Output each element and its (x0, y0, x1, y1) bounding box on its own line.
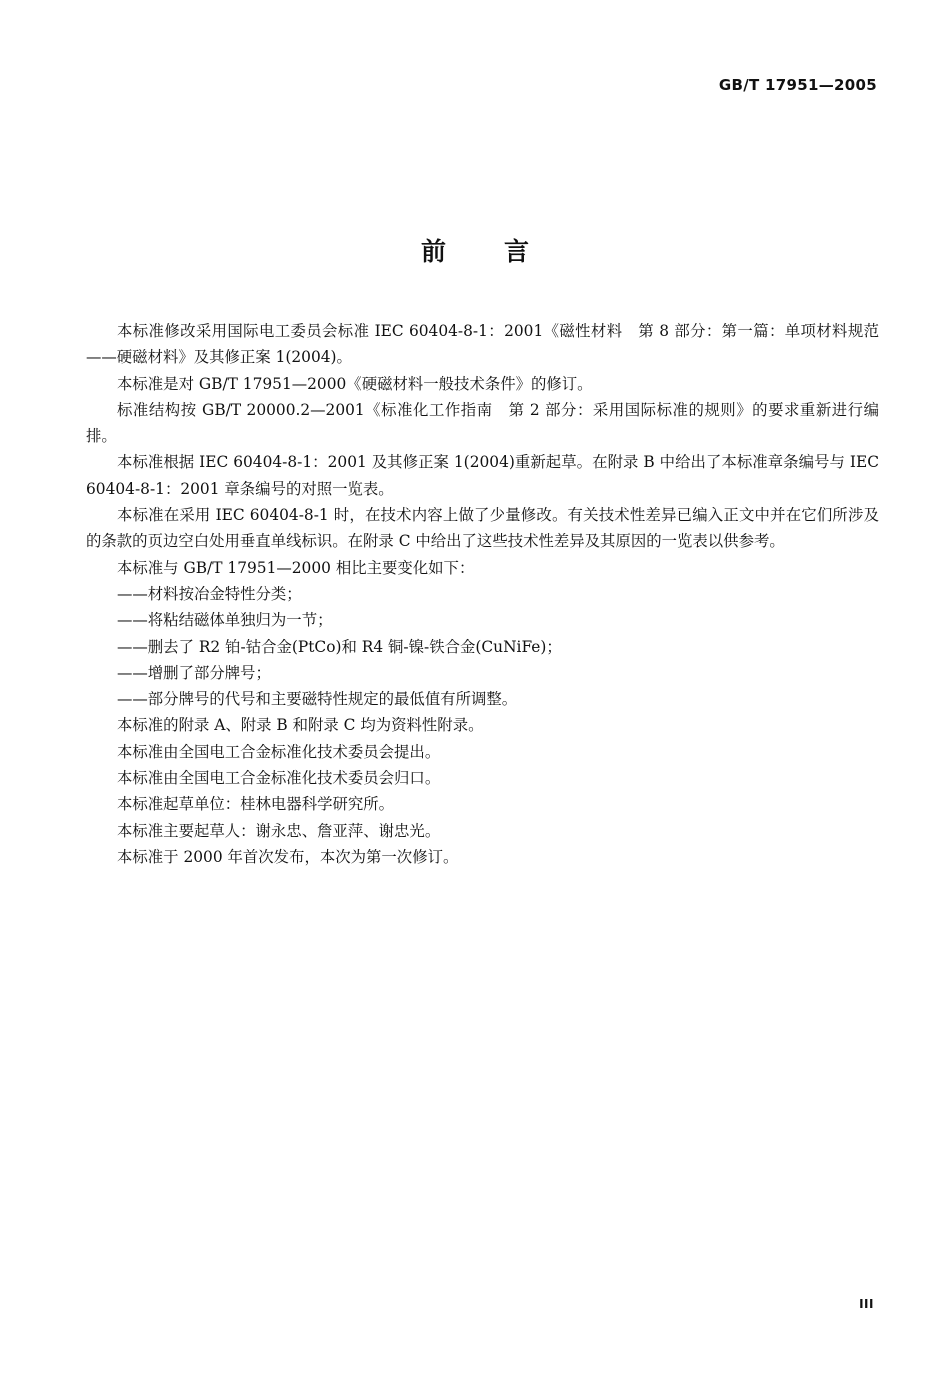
paragraph-annexes: 本标准的附录 A、附录 B 和附录 C 均为资料性附录。 (117, 716, 484, 735)
paragraph-main-changes: 本标准与 GB/T 17951—2000 相比主要变化如下： (117, 558, 475, 577)
paragraph-proposed-by: 本标准由全国电工合金标准化技术委员会提出。 (117, 742, 441, 761)
list-item-change-3: ——删去了 R2 铂-钴合金(PtCo)和 R4 铜-镍-铁合金(CuNiFe)； (117, 637, 562, 656)
list-item-change-4: ——增删了部分牌号； (117, 663, 271, 682)
paragraph-publication-history: 本标准于 2000 年首次发布，本次为第一次修订。 (117, 847, 459, 866)
paragraph-drafting-unit: 本标准起草单位：桂林电器科学研究所。 (117, 795, 395, 814)
paragraph-drafting-basis: 本标准根据 IEC 60404-8-1：2001 及其修正案 1(2004)重新起草。在附录 B 中给出了本标准章条编号与 IEC 60404-8-1：2001 章条编号的对照一览表。 (86, 453, 879, 498)
paragraph-adoption: 本标准修改采用国际电工委员会标准 IEC 60404-8-1：2001《磁性材料 第 8 部分：第一篇：单项材料规范——硬磁材料》及其修正案 1(2004)。 (86, 322, 879, 367)
foreword-body (86, 318, 879, 870)
paragraph-technical-differences: 本标准在采用 IEC 60404-8-1 时，在技术内容上做了少量修改。有关技术性差异已编入正文中并在它们所涉及的条款的页边空白处用垂直单线标识。在附录 C 中给出了这些技术性差异及其原因的一览表以供参考。 (86, 506, 879, 551)
list-item-change-1: ——材料按冶金特性分类； (117, 584, 302, 603)
page-number: III (859, 1297, 874, 1311)
paragraph-drafters: 本标准主要起草人：谢永忠、詹亚萍、谢忠光。 (117, 821, 441, 840)
standard-code: GB/T 17951—2005 (718, 76, 877, 94)
list-item-change-2: ——将粘结磁体单独归为一节； (117, 611, 333, 630)
paragraph-revision: 本标准是对 GB/T 17951—2000《硬磁材料一般技术条件》的修订。 (117, 374, 593, 393)
list-item-change-5: ——部分牌号的代号和主要磁特性规定的最低值有所调整。 (117, 690, 518, 709)
paragraph-centralized-by: 本标准由全国电工合金标准化技术委员会归口。 (117, 769, 441, 788)
page-title: 前言 (420, 237, 587, 266)
paragraph-structure: 标准结构按 GB/T 20000.2—2001《标准化工作指南 第 2 部分：采用国际标准的规则》的要求重新进行编排。 (86, 400, 879, 446)
